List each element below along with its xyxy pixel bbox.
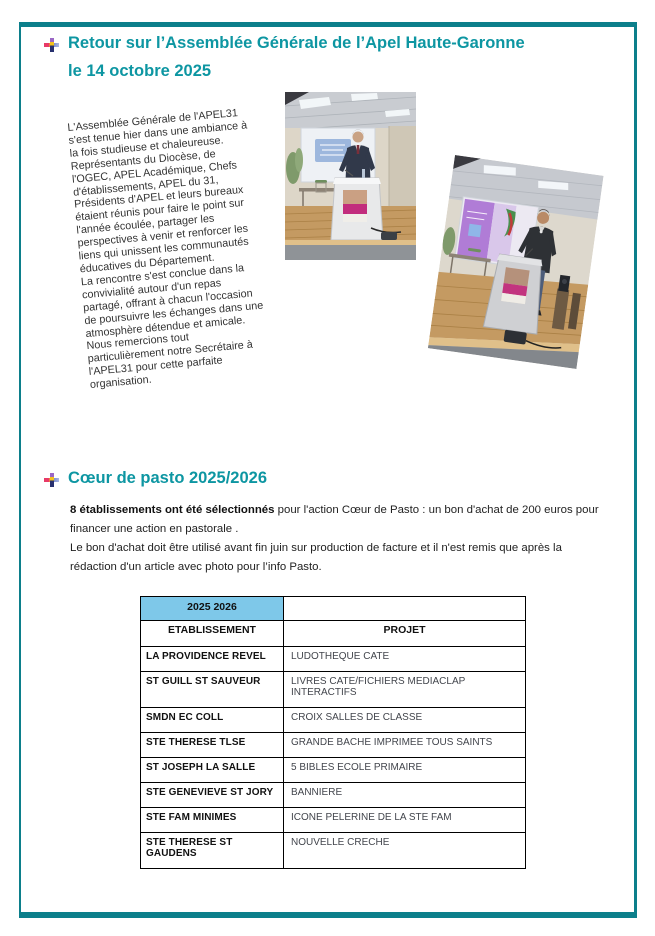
pasto-intro-rest: pour l'action Cœur de Pasto : un bon d'achat de 200 euros pour financer une action en pastorale . [70,504,599,535]
photo-speaker-podium-1 [285,92,416,260]
projet-cell: LUDOTHEQUE CATE [284,647,526,672]
etablissement-cell: STE GENEVIEVE ST JORY [141,783,284,808]
etablissement-cell: STE FAM MINIMES [141,808,284,833]
pasto-intro-line [70,501,604,539]
photo-speaker-podium-2 [428,155,604,369]
section-ag-title [68,29,570,85]
pasto-table-body [141,647,526,869]
etablissement-cell: STE THERESE ST GAUDENS [141,833,284,869]
projet-cell: 5 BIBLES ECOLE PRIMAIRE [284,758,526,783]
title-line1: Retour sur l’Assemblée Générale de l’Apel Haute-Garonne [68,34,525,52]
pasto-intro-line2: Le bon d'achat doit être utilisé avant fin juin sur production de facture et il n'est remis que après la rédaction d'un article avec photo pour l’info Pasto. [70,542,562,573]
table-row [141,708,526,733]
etablissement-cell: ST JOSEPH LA SALLE [141,758,284,783]
table-header-row [141,621,526,647]
projet-cell: BANNIERE [284,783,526,808]
apel-cross-icon [44,37,59,52]
column-header-etablissement: ETABLISSEMENT [141,621,284,647]
projet-cell: LIVRES CATE/FICHIERS MEDIACLAP INTERACTIFS [284,672,526,708]
projet-cell: NOUVELLE CRECHE [284,833,526,869]
table-row [141,758,526,783]
table-row [141,733,526,758]
apel-cross-icon [44,472,59,487]
table-row [141,672,526,708]
table-row [141,783,526,808]
year-row-empty-cell [284,597,526,621]
etablissement-cell: ST GUILL ST SAUVEUR [141,672,284,708]
year-cell: 2025 2026 [141,597,284,621]
pasto-table [140,596,526,869]
section-pasto-heading [44,464,267,492]
table-row [141,647,526,672]
projet-cell: ICONE PELERINE DE LA STE FAM [284,808,526,833]
photo-1-illustration [285,92,416,260]
projet-cell: GRANDE BACHE IMPRIMEE TOUS SAINTS [284,733,526,758]
etablissement-cell: STE THERESE TLSE [141,733,284,758]
etablissement-cell: SMDN EC COLL [141,708,284,733]
title-line2: le 14 octobre 2025 [68,62,212,80]
column-header-projet: PROJET [284,621,526,647]
ag-article-text: L'Assemblée Générale de l'APEL31 s'est tenue hier dans une ambiance à la fois studieuse et chaleureuse. Représentants du Diocèse, de l'OGEC, APEL Académique, Chefs d'établissements, APEL du 31, Présidents d'APEL et leurs bureaux étaient réunis pour faire le point sur l'année écoulée, partager les perspectives à venir et renforcer les liens qui unissent les communautés éducatives du Département. La rencontre s'est conclue dans la convivialité autour d'un repas partagé, offrant à chacun l'occasion de poursuivre les échanges dans une atmosphère détendue et amicale. Nous remercions tout particulièrement notre Secrétaire à l'APEL31 pour cette parfaite organisation. [67,107,264,392]
table-row [141,808,526,833]
section-pasto-title: Cœur de pasto 2025/2026 [68,469,267,487]
projet-cell: CROIX SALLES DE CLASSE [284,708,526,733]
etablissement-cell: LA PROVIDENCE REVEL [141,647,284,672]
table-row [141,833,526,869]
pasto-intro-paragraph [70,501,604,577]
pasto-intro-bold: 8 établissements ont été sélectionnés [70,504,275,516]
section-ag-heading [44,29,570,85]
photo-2-illustration [428,155,604,369]
table-year-row [141,597,526,621]
